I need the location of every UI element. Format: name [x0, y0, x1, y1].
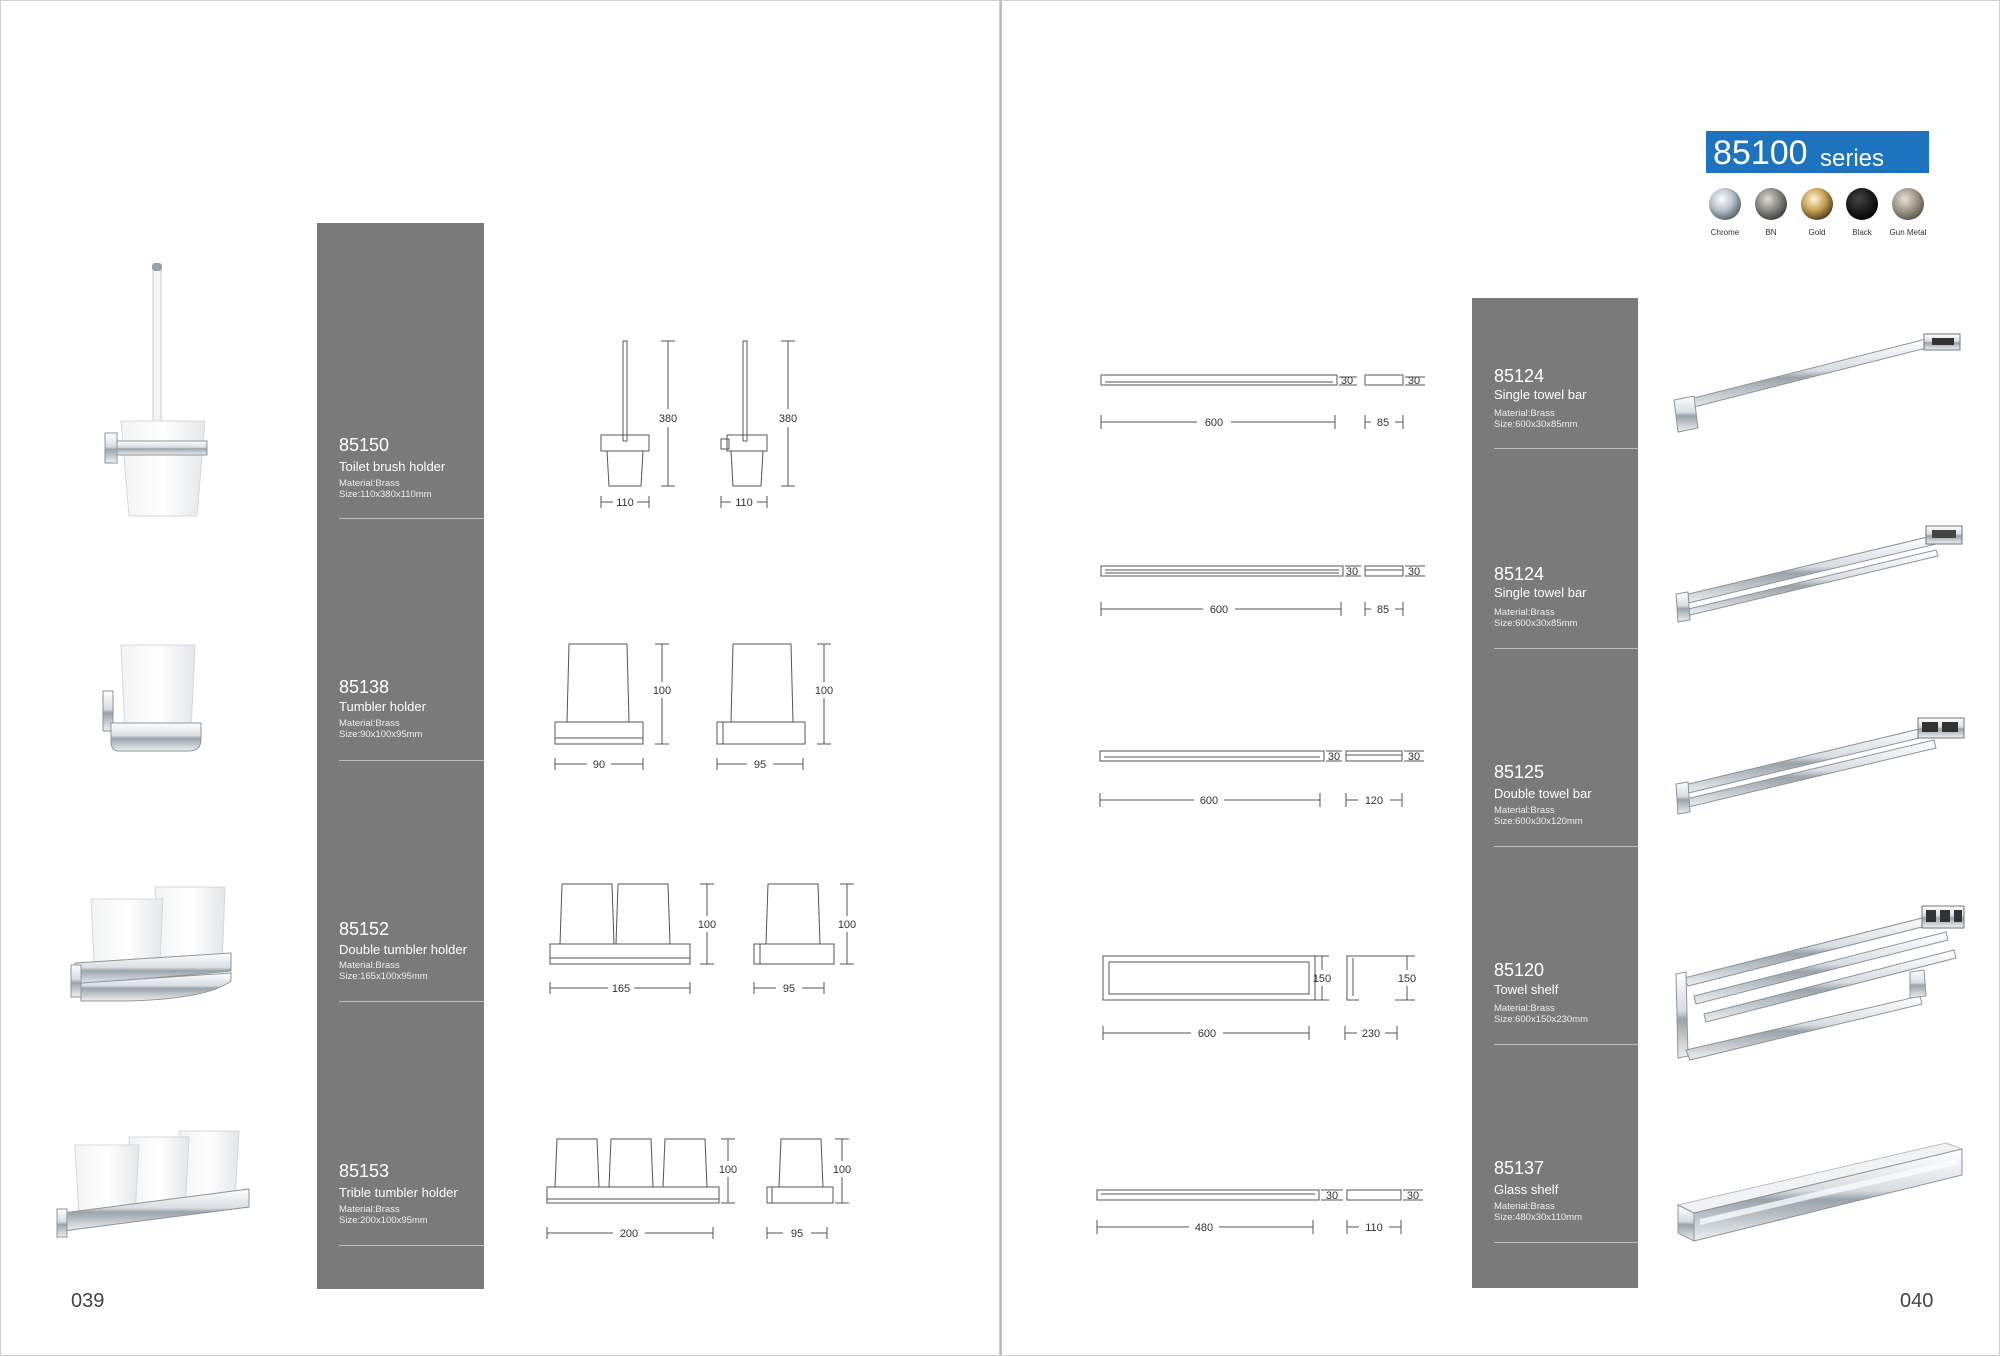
dim-thickness: 30: [1325, 1190, 1339, 1202]
series-number: 85100: [1713, 134, 1808, 172]
drawing-85120: [1095, 950, 1435, 1050]
product-info-85124-b: [1472, 450, 1638, 648]
dim-depth: 110: [1365, 1222, 1383, 1234]
finish-swatch-black: [1845, 187, 1879, 221]
dim-width: 165: [611, 983, 631, 995]
dim-depth: 120: [1364, 795, 1384, 807]
page-number: 040: [1900, 1290, 1934, 1312]
glass-shelf-photo: [1670, 1135, 1970, 1250]
product-size: Size:200x100x95mm: [339, 1215, 428, 1226]
product-info-85153: [317, 1005, 484, 1289]
product-material: Material:Brass: [339, 960, 400, 971]
product-info-85124: [1472, 298, 1638, 450]
page-number: 039: [71, 1290, 105, 1312]
product-material: Material:Brass: [1494, 607, 1555, 618]
trible-tumbler-holder-photo: [55, 1121, 255, 1241]
dim-length: 600: [1199, 795, 1219, 807]
dim-height: 150: [1312, 973, 1332, 985]
product-code: 85137: [1494, 1158, 1545, 1178]
divider: [1494, 1242, 1638, 1243]
product-material: Material:Brass: [1494, 1201, 1555, 1212]
divider: [339, 1245, 484, 1246]
product-size: Size:600x30x85mm: [1494, 419, 1578, 430]
divider: [1494, 448, 1638, 449]
towel-shelf-photo: [1670, 900, 1970, 1070]
single-towel-bar-photo: [1670, 330, 1970, 435]
dim-thickness: 30: [1407, 751, 1421, 763]
product-size: Size:165x100x95mm: [339, 971, 428, 982]
product-info-85152: [317, 763, 484, 1005]
finish-swatch-bn: [1754, 187, 1788, 221]
dim-length: 480: [1194, 1222, 1214, 1234]
product-material: Material:Brass: [339, 478, 400, 489]
product-material: Material:Brass: [1494, 805, 1555, 816]
product-size: Size:110x380x110mm: [339, 489, 432, 500]
divider: [339, 518, 484, 519]
dim-height: 100: [832, 1164, 852, 1176]
product-code: 85150: [339, 435, 390, 455]
product-size: Size:600x30x85mm: [1494, 618, 1578, 629]
drawing-85124-b: [1095, 556, 1435, 631]
product-name: Toilet brush holder: [339, 459, 446, 474]
product-name: Double tumbler holder: [339, 942, 467, 957]
product-name: Towel shelf: [1494, 982, 1559, 997]
product-info-85120: [1472, 846, 1638, 1044]
finish-swatch-chrome: [1708, 187, 1742, 221]
product-name: Single towel bar: [1494, 387, 1587, 402]
product-material: Material:Brass: [339, 1204, 400, 1215]
product-name: Double towel bar: [1494, 786, 1592, 801]
dim-width: 110: [616, 497, 634, 509]
product-name: Trible tumbler holder: [339, 1185, 458, 1200]
product-material: Material:Brass: [1494, 1003, 1555, 1014]
dim-height: 100: [697, 919, 717, 931]
series-suffix: series: [1820, 145, 1885, 172]
dim-thickness: 30: [1327, 751, 1341, 763]
dim-width: 200: [619, 1228, 639, 1240]
product-code: 85153: [339, 1161, 390, 1181]
product-code: 85120: [1494, 960, 1545, 980]
product-info-85150: [317, 223, 484, 523]
dim-height: 100: [718, 1164, 738, 1176]
dim-width: 110: [735, 497, 753, 509]
tumbler-holder-photo: [97, 641, 207, 761]
product-code: 85138: [339, 677, 390, 697]
finish-label: Chrome: [1710, 228, 1740, 237]
product-material: Material:Brass: [339, 718, 400, 729]
product-code: 85124: [1494, 366, 1545, 386]
finish-swatch-gun-metal: [1891, 187, 1925, 221]
dim-thickness: 30: [1407, 566, 1421, 578]
dim-depth: 230: [1361, 1028, 1381, 1040]
product-info-85125: [1472, 648, 1638, 846]
product-size: Size:600x30x120mm: [1494, 816, 1583, 827]
dim-height: 100: [814, 685, 834, 697]
product-info-column: [317, 223, 484, 1289]
series-badge: [1706, 131, 1929, 173]
dim-thickness: 30: [1406, 1190, 1420, 1202]
drawing-85152: [546, 876, 866, 1006]
dim-depth: 85: [1376, 604, 1390, 616]
toilet-brush-holder-photo: [97, 261, 217, 526]
dim-length: 600: [1197, 1028, 1217, 1040]
dim-depth: 95: [782, 983, 796, 995]
divider: [339, 760, 484, 761]
drawing-85125: [1094, 745, 1434, 820]
dim-thickness: 30: [1340, 375, 1354, 387]
drawing-85138: [551, 636, 841, 776]
dim-height: 150: [1397, 973, 1417, 985]
product-material: Material:Brass: [1494, 408, 1555, 419]
dim-width: 90: [592, 759, 606, 771]
dim-depth: 95: [790, 1228, 804, 1240]
drawing-85137: [1091, 1186, 1431, 1261]
dim-length: 600: [1204, 417, 1224, 429]
product-code: 85124: [1494, 564, 1545, 584]
product-size: Size:480x30x110mm: [1494, 1212, 1583, 1223]
dim-thickness: 30: [1407, 375, 1421, 387]
finish-label: Black: [1852, 228, 1872, 237]
drawing-85150: [561, 331, 821, 521]
product-info-85137: [1472, 1044, 1638, 1288]
product-info-85138: [317, 523, 484, 763]
dim-height: 100: [837, 919, 857, 931]
product-name: Tumbler holder: [339, 699, 426, 714]
finish-label: BN: [1765, 228, 1777, 237]
double-tumbler-holder-photo: [67, 881, 237, 1006]
finish-swatch-gold: [1800, 187, 1834, 221]
dim-height: 380: [658, 413, 678, 425]
dim-thickness: 30: [1345, 566, 1359, 578]
product-code: 85125: [1494, 762, 1545, 782]
product-info-column: [1472, 298, 1638, 1288]
product-code: 85152: [339, 919, 390, 939]
product-size: Size:90x100x95mm: [339, 729, 423, 740]
product-name: Glass shelf: [1494, 1182, 1559, 1197]
dim-height: 380: [778, 413, 798, 425]
product-name: Single towel bar: [1494, 585, 1587, 600]
product-size: Size:600x150x230mm: [1494, 1014, 1588, 1025]
dim-height: 100: [652, 685, 672, 697]
dim-depth: 95: [753, 759, 767, 771]
dim-length: 600: [1209, 604, 1229, 616]
dim-depth: 85: [1376, 417, 1390, 429]
finish-label: Gun Metal: [1889, 228, 1927, 237]
drawing-85153: [541, 1131, 861, 1251]
finish-label: Gold: [1808, 228, 1826, 237]
single-towel-bar-2-photo: [1670, 520, 1970, 630]
double-towel-bar-photo: [1670, 712, 1970, 822]
drawing-85124: [1095, 365, 1435, 440]
divider: [339, 1001, 484, 1002]
